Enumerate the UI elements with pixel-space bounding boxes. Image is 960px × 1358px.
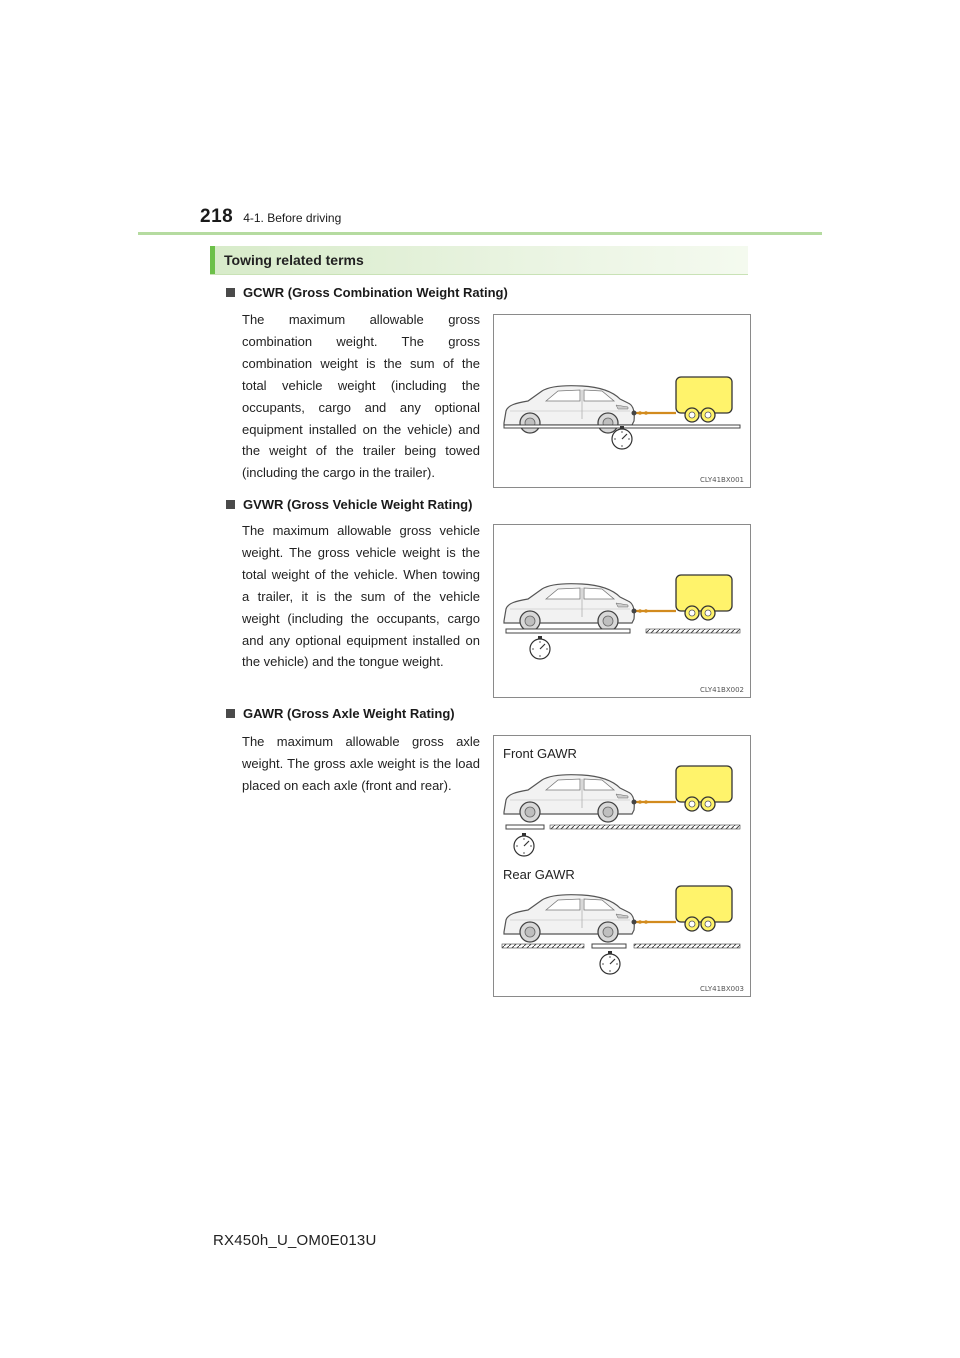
document-footer: RX450h_U_OM0E013U xyxy=(213,1232,377,1249)
bullet-square-icon xyxy=(226,500,235,509)
page-number: 218 xyxy=(200,206,234,227)
figure-gawr xyxy=(493,735,751,997)
term-description-gawr: The maximum allowable gross axle weight. The gross axle weight is the load placed on each axle (front and rear). xyxy=(242,734,480,793)
rear-gawr-label: Rear GAWR xyxy=(503,867,575,882)
bullet-square-icon xyxy=(226,709,235,718)
term-description-gvwr: The maximum allowable gross vehicle weight. The gross vehicle weight is the total weight of the vehicle. When towing a trailer, it is the sum of the vehicle weight (including the occupants, cargo and any optional equipment installed on the vehicle) and the tongue weight. xyxy=(242,523,480,670)
figure-gvwr xyxy=(493,524,751,698)
term-heading-text: GAWR (Gross Axle Weight Rating) xyxy=(243,706,455,721)
figure-code: CLY41BX001 xyxy=(700,476,744,484)
gcwr-illustration xyxy=(494,315,750,487)
gawr-illustration xyxy=(494,736,750,996)
term-heading-text: GVWR (Gross Vehicle Weight Rating) xyxy=(243,497,473,512)
page-header xyxy=(200,206,341,228)
term-heading-gcwr xyxy=(226,285,508,300)
figure-code: CLY41BX003 xyxy=(700,985,744,993)
term-description-gcwr: The maximum allowable gross combination weight. The gross combination weight is the sum of the total vehicle weight (including the occupants, cargo and any optional equipment installed on the vehicle) and the weight of the trailer being towed (including the cargo in the trailer). xyxy=(242,312,480,481)
section-heading-band xyxy=(210,246,748,275)
term-heading-gawr xyxy=(226,706,455,721)
header-rule xyxy=(138,232,822,235)
figure-code: CLY41BX002 xyxy=(700,686,744,694)
bullet-square-icon xyxy=(226,288,235,297)
term-heading-text: GCWR (Gross Combination Weight Rating) xyxy=(243,285,508,300)
section-accent-bar xyxy=(210,246,215,274)
figure-gcwr xyxy=(493,314,751,488)
gvwr-illustration xyxy=(494,525,750,697)
front-gawr-label: Front GAWR xyxy=(503,746,577,761)
section-heading: Towing related terms xyxy=(224,252,364,268)
term-heading-gvwr xyxy=(226,497,472,512)
chapter-section-title: 4-1. Before driving xyxy=(243,211,342,225)
